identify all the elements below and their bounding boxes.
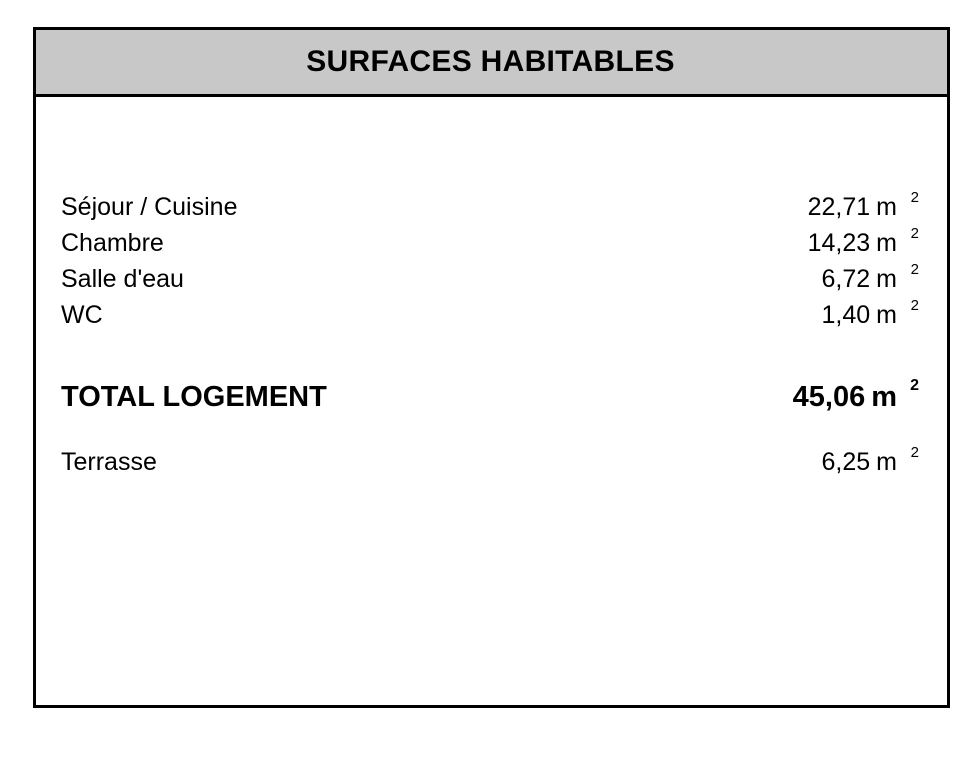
- total-value: 45,06: [792, 381, 866, 413]
- area-exponent: 2: [910, 261, 919, 278]
- extra-row-terrasse: [61, 444, 919, 477]
- total-exponent: 2: [910, 377, 919, 394]
- total-area: [792, 377, 919, 414]
- room-row-chambre: [61, 225, 919, 258]
- room-label: Séjour / Cuisine: [61, 193, 238, 221]
- room-row-wc: [61, 297, 919, 330]
- room-label: Chambre: [61, 229, 164, 257]
- room-label: Salle d'eau: [61, 265, 184, 293]
- room-row-sejour-cuisine: [61, 189, 919, 222]
- area-value: 6,25: [821, 448, 871, 476]
- surfaces-list: [36, 97, 947, 772]
- area-value: 22,71: [807, 193, 871, 221]
- room-area: [807, 189, 919, 222]
- area-value: 6,72: [821, 265, 871, 293]
- area-exponent: 2: [910, 444, 919, 461]
- extra-label: Terrasse: [61, 448, 157, 476]
- area-unit: m: [876, 265, 897, 293]
- total-row: [61, 377, 919, 414]
- area-unit: m: [876, 193, 897, 221]
- area-value: 1,40: [821, 301, 871, 329]
- area-exponent: 2: [910, 225, 919, 242]
- total-label: TOTAL LOGEMENT: [61, 381, 327, 413]
- room-label: WC: [61, 301, 103, 329]
- area-unit: m: [876, 229, 897, 257]
- area-exponent: 2: [910, 297, 919, 314]
- area-exponent: 2: [910, 189, 919, 206]
- area-unit: m: [876, 301, 897, 329]
- room-row-salle-deau: [61, 261, 919, 294]
- area-unit: m: [876, 448, 897, 476]
- extra-area: [821, 444, 920, 477]
- table-header: [36, 30, 947, 97]
- room-area: [821, 261, 920, 294]
- room-area: [821, 297, 920, 330]
- surfaces-table: [33, 27, 950, 708]
- table-title: SURFACES HABITABLES: [306, 45, 675, 78]
- total-unit: m: [871, 381, 897, 413]
- area-value: 14,23: [807, 229, 871, 257]
- room-area: [807, 225, 919, 258]
